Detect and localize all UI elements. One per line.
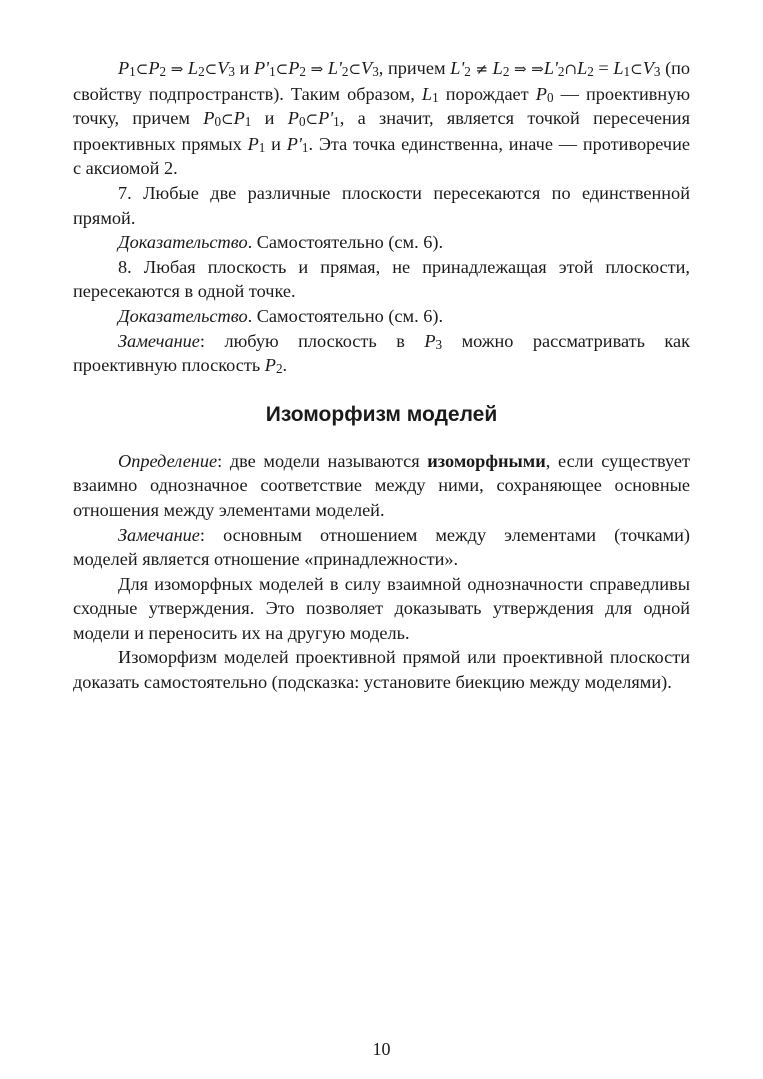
remark-text: : основным отношением между элементами (точками) моделей является отношение «принадлежности».: [73, 524, 690, 570]
remark-text: : любую плоскость в: [199, 330, 405, 351]
proof-label: Доказательство: [118, 232, 248, 253]
remark-end: .: [282, 355, 288, 376]
remark-1: Замечание: любую плоскость в $P_3$ можно рассматривать как проективную плоскость $P_2$.: [73, 330, 690, 377]
intro-and-2: и: [271, 133, 281, 154]
remark-label: Замечание: [118, 330, 200, 351]
intro-tail-text: (по свойству подпространств). Таким образом,: [73, 58, 691, 104]
definition: [73, 449, 690, 523]
section-title: Изоморфизм моделей: [265, 402, 498, 426]
remark-label: Замечание: [118, 524, 200, 545]
paragraph-4-text: Изоморфизм моделей проективной прямой или проективной плоскости доказать самостоятельно (подсказка: установите биекцию между моделями).: [73, 647, 690, 693]
remark-2: [73, 523, 690, 572]
page-body: [73, 56, 690, 695]
statement-8: [73, 255, 690, 304]
remark-text-2: можно рассматривать как проективную плоскость: [73, 330, 690, 376]
paragraph-4: [73, 645, 690, 694]
intro-intersection-text: , а значит, является точкой пересечения проективных прямых: [73, 108, 690, 154]
proof-text: . Самостоятельно (см. 6).: [247, 232, 444, 253]
proof-8: [73, 304, 690, 329]
intro-point-text: — проективную точку, причем: [73, 83, 691, 129]
paragraph-3: [73, 572, 690, 646]
definition-term: изоморфными: [427, 450, 546, 471]
statement-8-text: 8. Любая плоскость и прямая, не принадлежащая этой плоскости, пересекаются в одной точке.: [73, 256, 690, 302]
paragraph-intro-1: $P_1\subset P_2$ ⇒ $L_2\subset V_3$ и $P'_1\subset P_2$ ⇒ $L'_2\subset V_3$, причем $L'_2 \ne L_2$ ⇒ $\Rightarrow L'_2\cap L_2$ = $L_1\subset V_3$ (по свойству подпространств). Таким образом, $L_1$ порождает $P_0$ — проективную точку, причем $P_0\subset P_1$ и $P_0\subset P'_1$, а значит, является точкой пересечения проективных прямых $P_1$ и $P'_1$. Эта точка единственна, иначе — противоречие с аксиомой 2.: [73, 58, 691, 179]
page-number: 10: [372, 1039, 391, 1059]
intro-unique-text: единственна, иначе — противоречие с аксиомой 2.: [73, 133, 690, 179]
proof-7: [73, 230, 690, 255]
paragraph-3-text: Для изоморфных моделей в силу взаимной однозначности справедливы сходные утверждения. Это позволяет доказывать утверждения для одной модели и переносить их на другую модель.: [73, 573, 690, 643]
proof-text: . Самостоятельно (см. 6).: [247, 305, 444, 326]
intro-and-1: и: [264, 108, 275, 129]
definition-label: Определение: [118, 450, 218, 471]
statement-7: [73, 181, 690, 230]
definition-text-2: , если существует взаимно однозначное соответствие между ними, сохраняющее основные отношения между элементами моделей.: [73, 450, 690, 520]
statement-7-text: 7. Любые две различные плоскости пересекаются по единственной прямой.: [73, 182, 690, 228]
intro-generates-text: порождает: [445, 83, 529, 104]
proof-label: Доказательство: [118, 305, 248, 326]
intro-eta-text: . Эта точка: [308, 133, 396, 154]
definition-text-1: : две модели называются: [217, 450, 428, 471]
